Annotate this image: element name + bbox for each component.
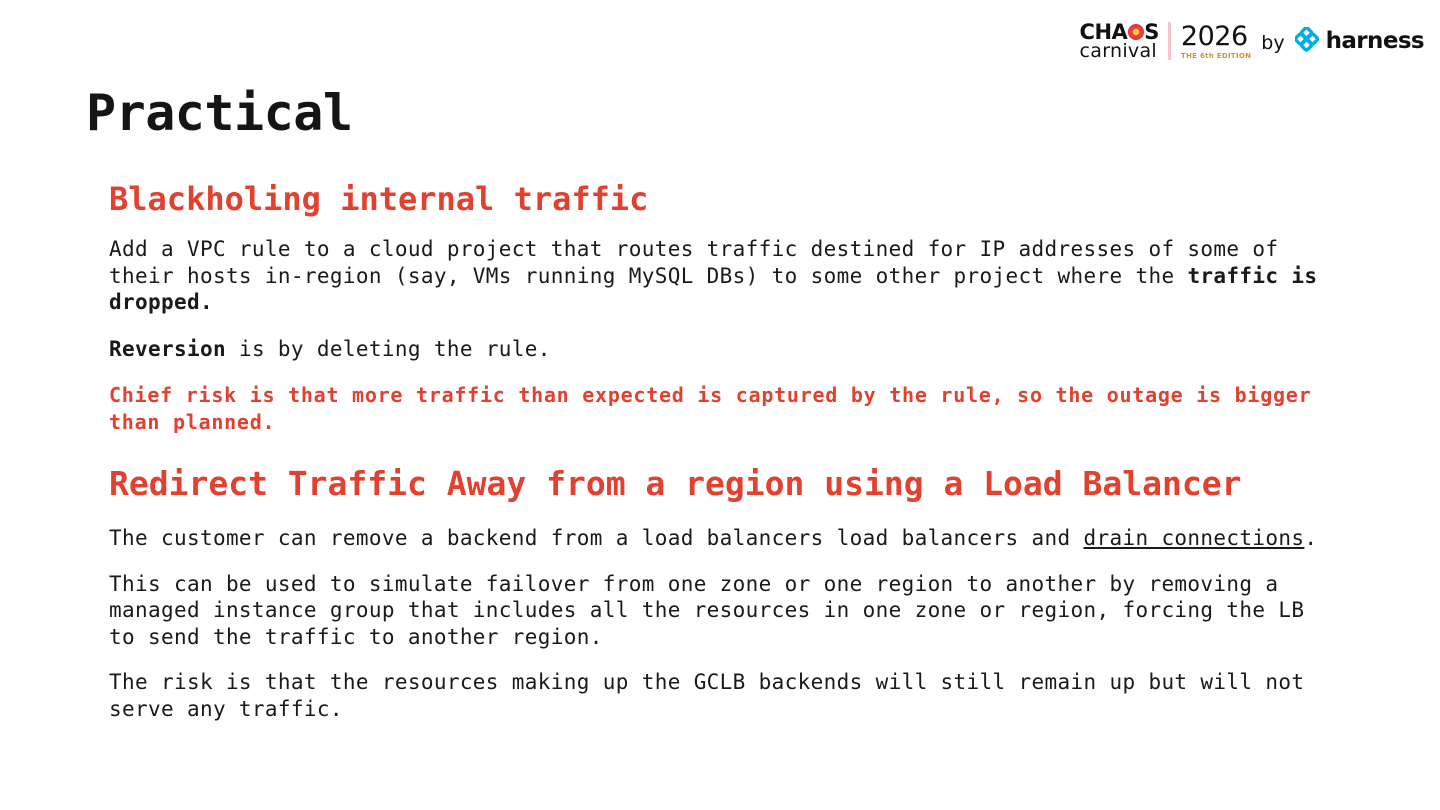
reversion-text: is by deleting the rule.	[225, 336, 551, 361]
reversion-label: Reversion	[109, 336, 226, 361]
logo-divider	[1168, 22, 1171, 60]
blackholing-description-text: Add a VPC rule to a cloud project that routes traffic destined for IP addresses of some of their hosts in-region (say, VMs running MySQL DBs) to some other project where the	[109, 237, 1279, 288]
logo-year-block	[1180, 20, 1252, 60]
page-title: Practical	[86, 84, 353, 142]
blackholing-description	[109, 236, 1384, 316]
logo-edition: THE 6th EDITION	[1180, 51, 1252, 60]
section-heading-blackholing: Blackholing internal traffic	[109, 180, 649, 218]
logo-chaos-text-end: S	[1144, 19, 1159, 44]
logo-by-text: by	[1261, 32, 1285, 54]
blackholing-description-emphasis: traffic is dropped.	[109, 263, 1318, 314]
harness-icon	[1295, 27, 1323, 55]
load-balancer-description	[109, 525, 1384, 552]
load-balancer-description-text: The customer can remove a backend from a load balancers load balancers and	[109, 526, 1084, 550]
section-heading-load-balancer: Redirect Traffic Away from a region using a Load Balancer	[109, 464, 1242, 503]
chaos-ring-icon	[1128, 24, 1144, 40]
chaos-carnival-logo	[1079, 19, 1159, 62]
load-balancer-description-end: .	[1304, 526, 1318, 550]
slide-content	[109, 178, 1384, 722]
reversion-note	[109, 336, 1384, 363]
logo-carnival-text: carnival	[1079, 39, 1158, 62]
load-balancer-risk-note: The risk is that the resources making up the GCLB backends will still remain up but will not serve any traffic.	[109, 670, 1305, 721]
failover-simulation-note: This can be used to simulate failover from one zone or one region to another by removing a managed instance group that includes all the resources in one zone or region, forcing the LB to send the traffic to another region.	[109, 571, 1305, 649]
logo-harness-text: harness	[1325, 28, 1424, 54]
drain-connections-link[interactable]: drain connections	[1083, 526, 1305, 550]
blackholing-risk-note: Chief risk is that more traffic than expected is captured by the rule, so the outage is bigger than planned.	[109, 383, 1312, 434]
event-logo	[1080, 20, 1424, 62]
harness-logo	[1295, 27, 1424, 55]
logo-chaos-text-start: CHA	[1079, 19, 1128, 44]
logo-year: 2026	[1180, 20, 1248, 52]
